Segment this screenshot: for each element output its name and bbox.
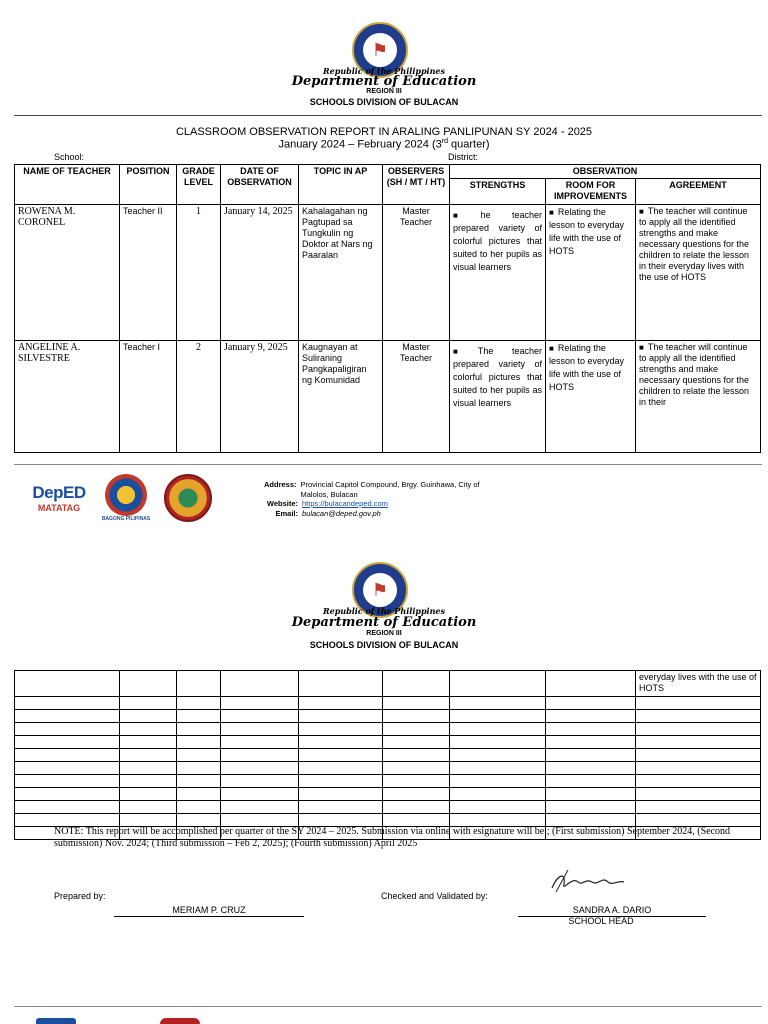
website-link[interactable]: https://bulacandeped.com [302, 499, 388, 508]
grade-level: 2 [177, 341, 221, 453]
observation-table [14, 164, 761, 453]
checked-label: Checked and Validated by: [381, 891, 488, 901]
bulacan-seal-partial [160, 1018, 200, 1024]
checked-name: SANDRA A. DARIO [518, 905, 706, 917]
header-observers: OBSERVERS (SH / MT / HT) [383, 165, 450, 205]
contact-info: Address: Provincial Capitol Compound, Brgy. Guinhawa, City of Malolos, Bulacan Website: https://bulacandeped.com Email: bulacan@deped.gov.ph [264, 480, 504, 518]
strengths-cell: ■ The teacher prepared variety of colorful pictures that suited to her pupils as visual learners [450, 341, 546, 453]
bullet-icon [639, 342, 648, 352]
torch-icon: ⚑ [363, 573, 397, 607]
district-label: District: [448, 152, 478, 162]
strengths-cell: ■ he teacher prepared variety of colorful pictures that suited to her pupils as visual learners [450, 205, 546, 341]
topic: Kahalagahan ng Pagtupad sa Tungkulin ng Doktor at Nars ng Paaralan [299, 205, 383, 341]
table-row [15, 205, 761, 341]
observers: Master Teacher [383, 341, 450, 453]
signature-image [548, 866, 628, 896]
header-observation: OBSERVATION [450, 165, 761, 179]
footer-logos [30, 474, 212, 522]
bullet-icon [453, 346, 478, 356]
header-divider [14, 115, 762, 116]
header-grade: GRADE LEVEL [177, 165, 221, 205]
teacher-position: Teacher II [120, 205, 177, 341]
room-cell: ■ Relating the lesson to everyday life with the use of HOTS [546, 341, 636, 453]
header-name: NAME OF TEACHER [15, 165, 120, 205]
header-strengths: STRENGTHS [450, 179, 546, 205]
bullet-icon [639, 206, 648, 216]
school-label: School: [54, 152, 85, 162]
continuation-table [14, 670, 761, 840]
observation-date: January 14, 2025 [221, 205, 299, 341]
bullet-icon [549, 207, 558, 217]
division-text: SCHOOLS DIVISION OF BULACAN [309, 97, 459, 107]
email-text: bulacan@deped.gov.ph [302, 508, 381, 518]
torch-icon: ⚑ [363, 33, 397, 67]
prepared-label: Prepared by: [54, 891, 106, 901]
header-room: ROOM FOR IMPROVEMENTS [546, 179, 636, 205]
observation-date: January 9, 2025 [221, 341, 299, 453]
report-title: CLASSROOM OBSERVATION REPORT IN ARALING PANLIPUNAN SY 2024 - 2025 [175, 126, 593, 138]
checked-title: SCHOOL HEAD [568, 916, 634, 926]
agreement-cell: ■ The teacher will continue to apply all the identified strengths and make necessary questions for the children to relate the lesson in their [636, 341, 761, 453]
header-position: POSITION [120, 165, 177, 205]
region-text: REGION III [366, 88, 402, 95]
address-text: Provincial Capitol Compound, Brgy. Guinhawa, City of Malolos, Bulacan [300, 480, 480, 499]
grade-level: 1 [177, 205, 221, 341]
agreement-cell: ■ The teacher will continue to apply all the identified strengths and make necessary questions for the children to relate the lesson in their everyday lives with the use of HOTS [636, 205, 761, 341]
footer-divider [14, 464, 762, 465]
agreement-continued: everyday lives with the use of HOTS [636, 671, 761, 697]
bullet-icon [549, 343, 558, 353]
teacher-position: Teacher I [120, 341, 177, 453]
room-cell: ■ Relating the lesson to everyday life with the use of HOTS [546, 205, 636, 341]
topic: Kaugnayan at Suliraning Pangkapaligiran ng Komunidad [299, 341, 383, 453]
prepared-name: MERIAM P. CRUZ [114, 905, 304, 917]
bagong-pilipinas-logo: BAGONG PILIPINAS [98, 474, 154, 522]
header-topic: TOPIC IN AP [299, 165, 383, 205]
observers: Master Teacher [383, 205, 450, 341]
deped-matatag-logo: DepED MATATAG [32, 483, 86, 513]
teacher-name: ROWENA M. CORONEL [15, 205, 120, 341]
bulacan-seal-logo [164, 474, 212, 522]
deped-logo-partial [36, 1018, 76, 1024]
header-date: DATE OF OBSERVATION [221, 165, 299, 205]
region-text: REGION III [366, 630, 402, 637]
republic-text: Republic of the Philippines [322, 606, 445, 616]
footer-divider [14, 1006, 762, 1007]
report-period: January 2024 – February 2024 (3rd quarter) [278, 138, 490, 151]
department-title: Department of Education [291, 74, 477, 89]
submission-note: NOTE: This report will be accomplished per quarter of the SY 2024 – 2025. Submission via online with esignature will be ; (First submission) September 2024, (Second submission) Nov. 2024; (Third submission – Feb 2, 2025); (Fourth submission) April 2025 [54, 826, 731, 849]
division-text: SCHOOLS DIVISION OF BULACAN [309, 640, 459, 650]
header-agreement: AGREEMENT [636, 179, 761, 205]
teacher-name: ANGELINE A. SILVESTRE [15, 341, 120, 453]
table-row [15, 341, 761, 453]
republic-text: Republic of the Philippines [322, 66, 445, 76]
bullet-icon [453, 210, 481, 220]
department-title: Department of Education [291, 615, 477, 630]
